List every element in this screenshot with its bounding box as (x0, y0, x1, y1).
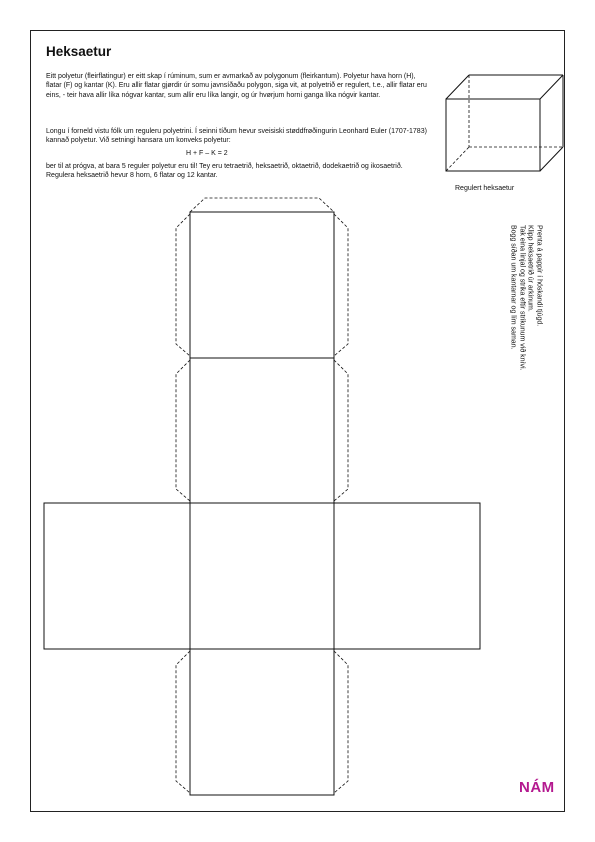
euler-paragraph: Longu í forneld vistu fólk um reguleru polyetrini. Í seinni tíðum hevur sveisiski støddfrøðingurin Leonhard Euler (1707-1783) kannað polyetur. Við setningi hansara um konveks polyetur: (46, 128, 427, 145)
glue-flap-bottom-left (176, 651, 190, 793)
instruction-line: Tak eina linjal og strika eftir strikunum við knívi. (518, 225, 526, 371)
net-face-bottom (190, 649, 334, 795)
nam-logo: NÁM (519, 779, 555, 796)
net-face-upper-middle (190, 358, 334, 503)
glue-flap-top (190, 198, 334, 212)
glue-flap-top-left (176, 214, 190, 356)
page-title: Heksaetur (46, 44, 112, 59)
cube-caption: Regulert heksaetur (455, 185, 515, 192)
net-face-left (44, 503, 190, 649)
glue-flap-mid-left (176, 360, 190, 501)
instruction-line: Bogg síðan um kantarnar og lím saman. (509, 225, 517, 350)
glue-flap-bottom-right (334, 651, 348, 793)
instruction-line: Klipp heksaetrið úr arkinum. (526, 225, 534, 312)
euler-formula: H + F – K = 2 (186, 150, 228, 157)
conclusion-paragraph: ber til at prógva, at bara 5 reguler polyetur eru til! Tey eru tetraetrið, heksaetrið, oktaetrið, dodekaetrið og ikosaetrið. Regulera heksaetrið hevur 8 horn, 6 flatar og 12 kantar. (46, 163, 403, 180)
instruction-line: Prenta á pappír í hóskandi tjúgd. (535, 225, 543, 327)
net-face-top (190, 212, 334, 358)
intro-paragraph: Eitt polyetur (fleirflatingur) er eitt skap í rúminum, sum er avmarkað av polygonum (fleirkantum). Polyetur hava horn (H), flatar (F) og kantar (K). Eru allir flatar gjørdir úr somu javnsíðaðu polygon, siga vit, at polyetrið er regulert, t.e., allir flatar eru eins, - teir hava allir líka nógvar kantar, sum allir eru líka langir, og úr hvørjum horni ganga líka nógvir kantar. (46, 73, 427, 99)
glue-flap-top-right (334, 214, 348, 356)
glue-flap-mid-right (334, 360, 348, 501)
net-face-right (334, 503, 480, 649)
net-face-center (190, 503, 334, 649)
